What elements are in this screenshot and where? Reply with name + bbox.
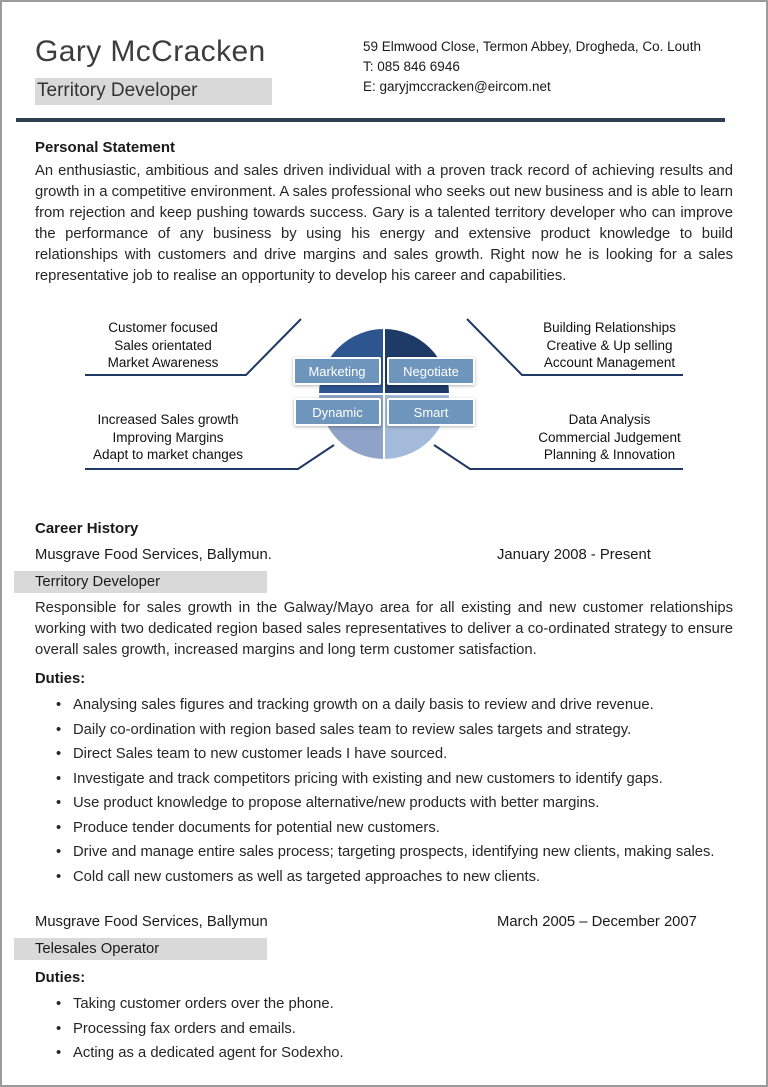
personal-statement-section xyxy=(35,139,733,287)
duties-list xyxy=(56,693,733,889)
duty-item: • Analysing sales figures and tracking growth on a daily basis to review and drive revenue. xyxy=(56,693,733,718)
duty-item: • Investigate and track competitors pricing with existing and new customers to identify gaps. xyxy=(56,767,733,792)
diagram-chip-dynamic: Dynamic xyxy=(294,398,381,426)
diagram-label-top-right xyxy=(517,319,702,372)
candidate-name: Gary McCracken xyxy=(35,35,266,68)
diagram-chip-smart: Smart xyxy=(387,398,475,426)
contact-phone: T: 085 846 6946 xyxy=(363,59,460,74)
duties-label: Duties: xyxy=(35,970,86,986)
skills-diagram xyxy=(35,311,733,486)
header-identity xyxy=(35,34,363,105)
contact-block xyxy=(363,34,701,105)
diagram-label-bottom-right xyxy=(517,411,702,464)
duty-item: • Use product knowledge to propose alternative/new products with better margins. xyxy=(56,791,733,816)
duty-item: • Direct Sales team to new customer leads I have sourced. xyxy=(56,742,733,767)
diagram-label-top-left xyxy=(73,319,253,372)
job-header-row xyxy=(35,914,733,935)
candidate-job-title: Territory Developer xyxy=(35,78,272,105)
job-title-bar: Telesales Operator xyxy=(14,938,267,960)
duty-item: • Cold call new customers as well as targeted approaches to new clients. xyxy=(56,865,733,890)
diagram-label-line: Improving Margins xyxy=(112,429,224,445)
diagram-label-line: Customer focused xyxy=(108,320,218,335)
diagram-label-line: Data Analysis xyxy=(568,412,651,427)
duties-label: Duties: xyxy=(35,671,86,687)
diagram-label-line: Market Awareness xyxy=(107,355,219,370)
duty-item: • Drive and manage entire sales process; targeting prospects, identifying new clients, making sales. xyxy=(56,840,733,865)
duties-list xyxy=(56,992,733,1066)
diagram-label-line: Adapt to market changes xyxy=(92,447,244,462)
diagram-label-line: Planning & Innovation xyxy=(543,447,676,462)
career-history-section xyxy=(35,520,733,1066)
diagram-label-line: Account Management xyxy=(543,355,676,370)
job-title-bar: Territory Developer xyxy=(14,571,267,593)
diagram-chip-marketing: Marketing xyxy=(293,357,381,385)
diagram-label-line: Sales orientated xyxy=(114,337,212,353)
personal-statement-heading: Personal Statement xyxy=(35,139,176,156)
cv-body xyxy=(2,139,766,1066)
diagram-label-line: Building Relationships xyxy=(543,320,676,335)
job-dates: January 2008 - Present xyxy=(497,547,651,563)
diagram-chip-negotiate: Negotiate xyxy=(387,357,475,385)
contact-address: 59 Elmwood Close, Termon Abbey, Drogheda, Co. Louth xyxy=(363,39,701,54)
career-history-heading: Career History xyxy=(35,520,139,537)
job-dates: March 2005 – December 2007 xyxy=(497,914,697,930)
duty-item: • Taking customer orders over the phone. xyxy=(56,992,733,1017)
job-header-row xyxy=(35,547,733,568)
duty-item: • Processing fax orders and emails. xyxy=(56,1017,733,1042)
duty-item: • Produce tender documents for potential new customers. xyxy=(56,816,733,841)
job-company: Musgrave Food Services, Ballymun xyxy=(35,914,268,930)
duty-item: • Acting as a dedicated agent for Sodexho. xyxy=(56,1041,733,1066)
personal-statement-text: An enthusiastic, ambitious and sales driven individual with a proven track record of achieving results and growth in a competitive environment. A sales professional who seeks out new business and is able to learn from rejection and keep pushing towards success. Gary is a talented territory developer who can improve the performance of any business by using his energy and extensive product knowledge to build relationships with customers and drive margins and sales growth. Right now he is looking for a sales representative job to realise an opportunity to develop his career and capabilities. xyxy=(35,163,733,284)
job-description: Responsible for sales growth in the Galway/Mayo area for all existing and new customer relationships working with two dedicated region based sales representatives to deliver a co-ordinated strategy to ensure overall sales growth, increased margins and long term customer satisfaction. xyxy=(35,600,733,658)
job-company: Musgrave Food Services, Ballymun. xyxy=(35,547,272,563)
duty-item: • Daily co-ordination with region based sales team to review sales targets and strategy. xyxy=(56,718,733,743)
diagram-label-bottom-left xyxy=(73,411,263,464)
diagram-label-line: Creative & Up selling xyxy=(546,337,673,353)
contact-email: E: garyjmccracken@eircom.net xyxy=(363,79,551,94)
header xyxy=(2,2,766,105)
diagram-label-line: Increased Sales growth xyxy=(97,412,239,427)
diagram-label-line: Commercial Judgement xyxy=(538,429,681,445)
header-rule-divider xyxy=(16,118,725,122)
